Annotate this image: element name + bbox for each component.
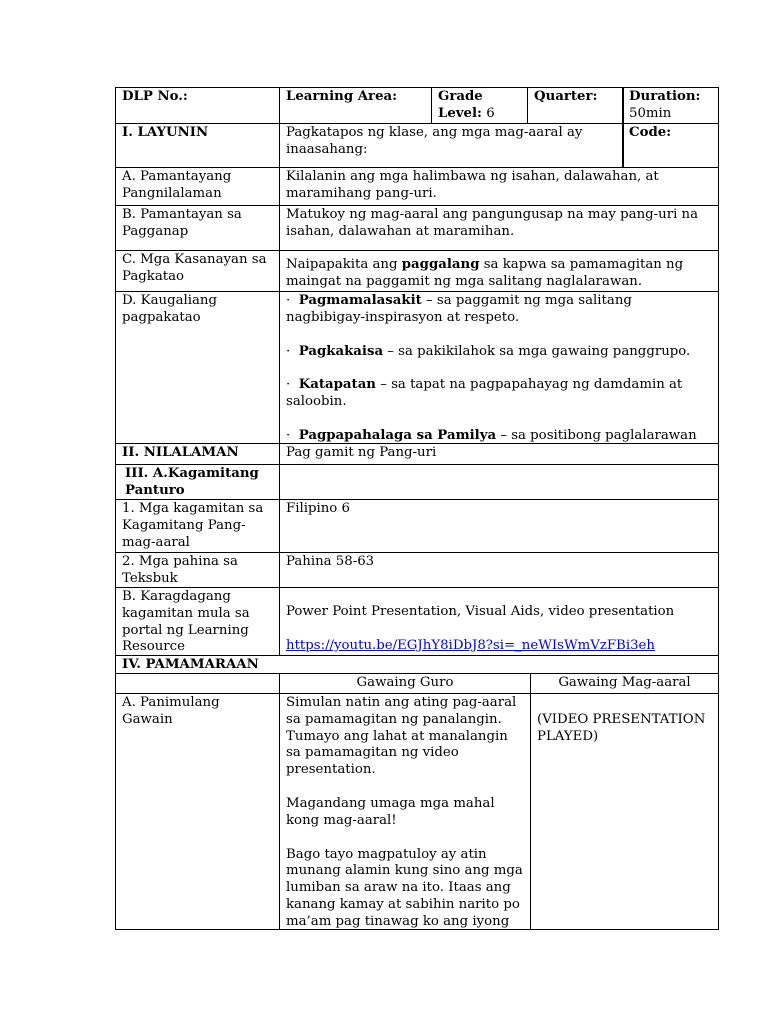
pagganap-label-cell [115, 205, 280, 251]
guro-paragraph: Simulan natin ang ating pag-aaral sa pamamagitan ng panalangin. Tumayo ang lahat at manalangin sa pamamagitan ng video presentation. [286, 695, 517, 778]
grade-value: 6 [486, 105, 495, 121]
video-link[interactable]: https://youtu.be/EGJhY8iDbJ8?si=_neWIsWmVzFBi3eh [286, 637, 655, 653]
value-item [286, 377, 712, 411]
value-desc: – sa pakikilahok sa mga gawaing panggrupo. [383, 343, 691, 359]
pangnilalaman-text: Kilalanin ang mga halimbawa ng isahan, dalawahan, at maramihang pang-uri. [286, 169, 659, 201]
pagganap-text: Matukoy ng mag-aaral ang pangungusap na may pang-uri na isahan, dalawahan at maramihan. [286, 207, 699, 239]
quarter-cell [527, 87, 624, 124]
pamamaraan-label: IV. PAMAMARAAN [122, 657, 259, 672]
guro-paragraph: Bago tayo magpatuloy ay atin munang alamin kung sino ang mga lumiban sa araw na ito. Itaas ang kanang kamay at sabihin narito po ma’am pag tinawag ko ang iyong [286, 846, 523, 929]
kasanayan-label-cell [115, 250, 280, 292]
mag-aaral-materials-label-cell [115, 499, 280, 553]
grade-level-cell [431, 87, 528, 124]
nilalaman-text-cell [279, 443, 719, 465]
kagamitan-label-cell [115, 464, 280, 500]
value-item [286, 344, 712, 361]
value-desc: – sa positibong paglalarawan [500, 427, 697, 443]
gawaing-mag-aaral-header [530, 673, 719, 694]
value-term: Pagmamalasakit [298, 293, 422, 308]
value-item [286, 293, 712, 327]
value-desc: – sa paggamit ng mga salitang nagbibigay-inspirasyon at respeto. [286, 293, 632, 325]
mag-aaral-materials-text: Filipino 6 [286, 501, 351, 516]
bullet: · [286, 343, 291, 359]
pahina-text-cell [279, 552, 719, 588]
gawaing-guro-header [279, 673, 531, 694]
kasanayan-text-cell [279, 250, 719, 292]
pagganap-text-cell [279, 205, 719, 251]
value-desc: – sa tapat na pagpapahayag ng damdamin at saloobin. [286, 377, 683, 410]
karagdagang-label-cell [115, 587, 280, 656]
kasanayan-post: sa kapwa sa pamamagitan ng maingat na paggamit ng mga salitang naglalarawan. [286, 257, 684, 289]
kagamitan-empty-cell [279, 464, 719, 500]
bullet: · [286, 377, 291, 393]
kasanayan-pre: Naipapakita ang [286, 257, 402, 272]
pangnilalaman-text-cell [279, 167, 719, 206]
duration-value: 50min [629, 105, 672, 121]
guro-paragraph: Magandang umaga mga mahal kong mag-aaral! [286, 795, 495, 828]
code-cell [622, 123, 719, 168]
layunin-intro: Pagkatapos ng klase, ang mga mag-aaral ay inaasahang: [286, 125, 583, 157]
quarter-label: Quarter: [534, 89, 598, 104]
bullet: · [286, 427, 291, 443]
kagamitan-label: III. A.Kagamitang Panturo [125, 466, 259, 498]
kaugaliang-list-cell [279, 291, 719, 444]
learning-area-label: Learning Area: [286, 89, 398, 104]
learning-area-cell [279, 87, 432, 124]
mag-aaral-materials-label: 1. Mga kagamitan sa Kagamitang Pang-mag-aaral [122, 501, 264, 550]
value-term: Pagkakaisa [298, 343, 384, 359]
value-item [286, 428, 712, 444]
mag-aaral-activity: (VIDEO PRESENTATION PLAYED) [537, 712, 706, 744]
pangnilalaman-label: A. Pamantayang Pangnilalaman [122, 169, 232, 201]
panimulang-guro-cell [279, 693, 531, 930]
duration-label: Duration: [629, 89, 701, 104]
kaugaliang-label-cell [115, 291, 280, 444]
gawaing-guro-label: Gawaing Guro [356, 675, 454, 690]
pahina-text: Pahina 58-63 [286, 554, 375, 569]
pagganap-label: B. Pamantayan sa Pagganap [122, 207, 242, 239]
karagdagang-text: Power Point Presentation, Visual Aids, video presentation [286, 604, 675, 619]
pamamaraan-blank-header [115, 673, 280, 694]
gawaing-mag-aaral-label: Gawaing Mag-aaral [558, 675, 691, 690]
nilalaman-label-cell [115, 443, 280, 465]
bullet: · [286, 293, 291, 308]
layunin-intro-cell [279, 123, 624, 168]
panimulang-label-cell [115, 693, 280, 930]
pahina-label-cell [115, 552, 280, 588]
value-term: Pagpapahalaga sa Pamilya [298, 427, 497, 443]
duration-cell [622, 87, 719, 124]
kaugaliang-label: D. Kaugaliang pagpakatao [122, 293, 218, 325]
dlp-label: DLP No.: [122, 89, 188, 104]
kasanayan-label: C. Mga Kasanayan sa Pagkatao [122, 252, 267, 284]
kasanayan-bold: paggalang [401, 257, 480, 272]
mag-aaral-materials-text-cell [279, 499, 719, 553]
nilalaman-label: II. NILALAMAN [122, 445, 239, 460]
karagdagang-label: B. Karagdagang kagamitan mula sa portal ng Learning Resource [122, 589, 250, 655]
grade-label: Grade Level: [438, 89, 483, 121]
dlp-no-cell [115, 87, 280, 124]
pamamaraan-title-cell [115, 655, 719, 674]
layunin-title: I. LAYUNIN [122, 125, 209, 140]
value-term: Katapatan [298, 377, 376, 393]
panimulang-mag-aaral-cell [530, 693, 719, 930]
nilalaman-text: Pag gamit ng Pang-uri [286, 445, 437, 460]
panimulang-label: A. Panimulang Gawain [122, 695, 220, 727]
layunin-title-cell [115, 123, 280, 168]
pangnilalaman-label-cell [115, 167, 280, 206]
pahina-label: 2. Mga pahina sa Teksbuk [122, 554, 238, 586]
karagdagang-text-cell [279, 587, 719, 656]
code-label: Code: [629, 125, 672, 140]
